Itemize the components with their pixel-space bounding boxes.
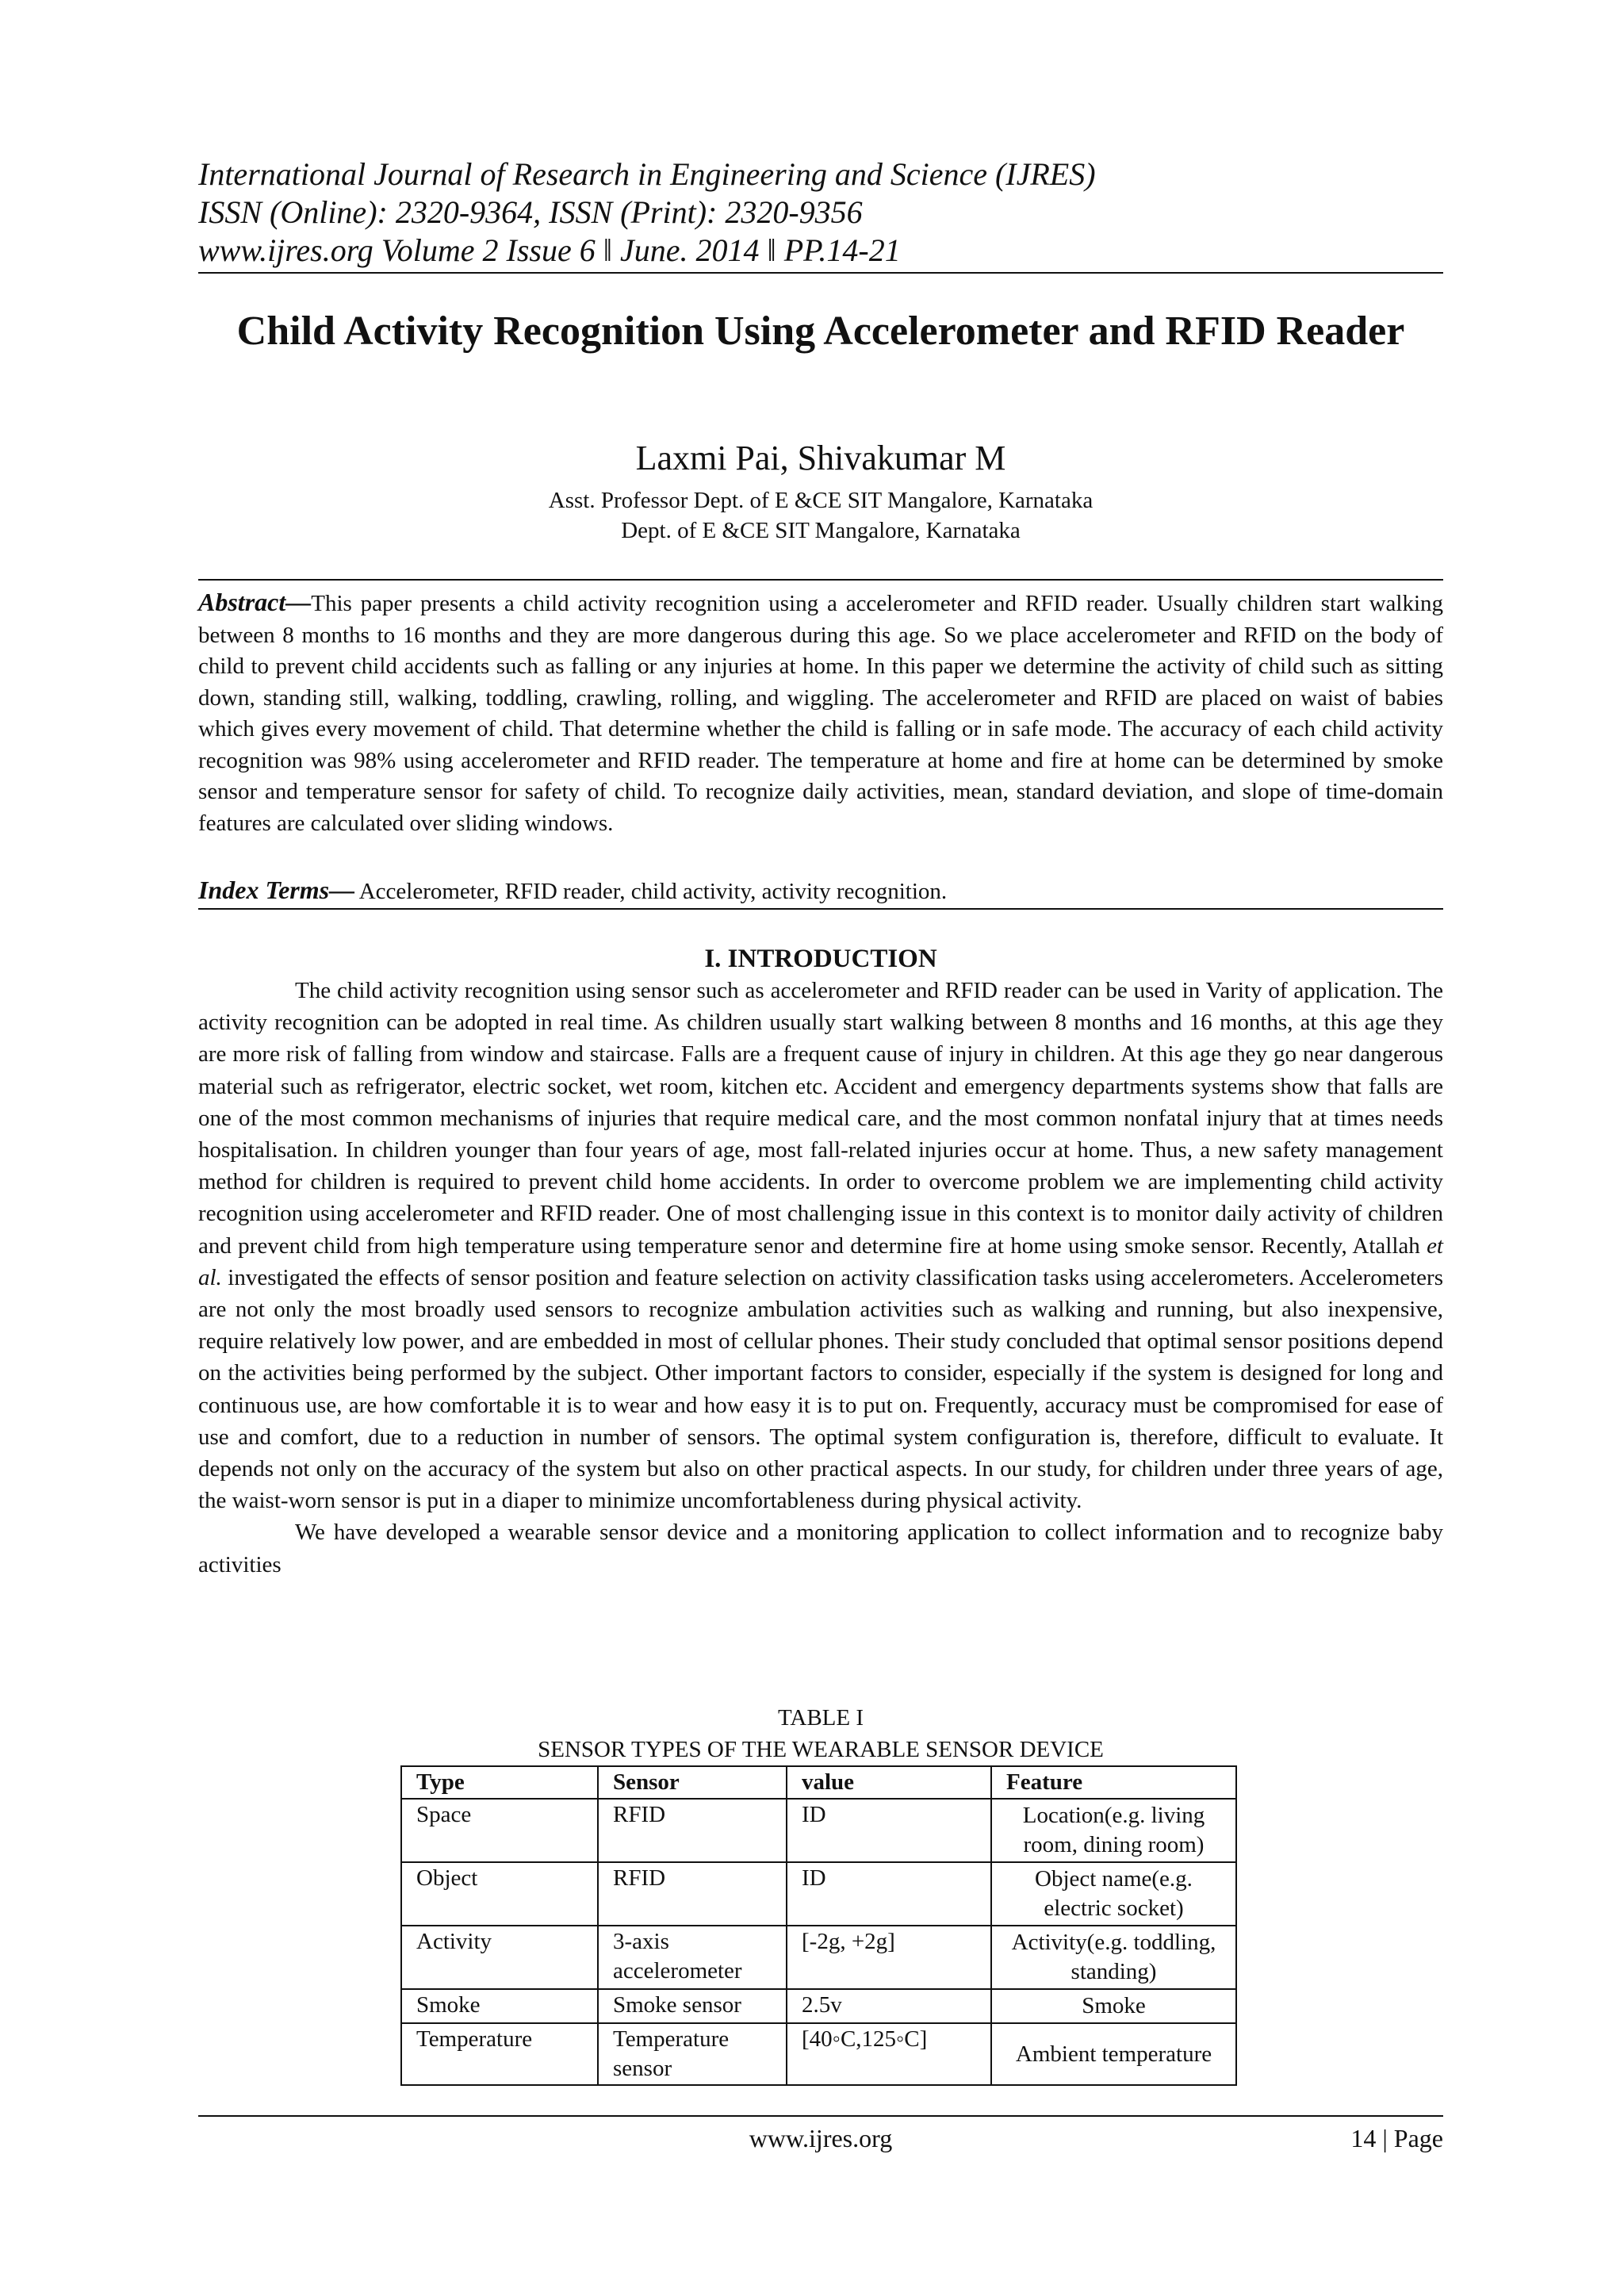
- table-cell: [-2g, +2g]: [787, 1926, 991, 1989]
- intro-paragraph-1: [198, 975, 1443, 1516]
- table-cell: ID: [787, 1799, 991, 1862]
- table-row: [401, 1799, 1236, 1862]
- table-cell: 3-axis accelerometer: [598, 1926, 787, 1989]
- journal-name: International Journal of Research in Engineering and Science (IJRES): [198, 156, 1096, 192]
- table-cell: Object: [401, 1862, 598, 1926]
- table-cell: Smoke sensor: [598, 1989, 787, 2023]
- header-rule: [198, 272, 1443, 274]
- affiliation-2: Dept. of E &CE SIT Mangalore, Karnataka: [621, 518, 1021, 543]
- table-cell: Temperature sensor: [598, 2023, 787, 2085]
- table-cell: RFID: [598, 1799, 787, 1862]
- intro-paragraph-2: We have developed a wearable sensor device and a monitoring application to collect information and to recognize baby activities: [198, 1520, 1443, 1577]
- paper-title: Child Activity Recognition Using Accelerometer and RFID Reader: [236, 309, 1405, 354]
- table-cell: Activity(e.g. toddling, standing): [991, 1926, 1236, 1989]
- table-cell: 2.5v: [787, 1989, 991, 2023]
- intro-p1-text-a: The child activity recognition using sensor such as accelerometer and RFID reader can be used in Varity of application. The activity recognition can be adopted in real time. As children usually start walking between 8 months and 16 months, at this age they are more risk of falling from window and staircase. Falls are a frequent cause of injury in children. At this age they go near dangerous material such as refrigerator, electric socket, wet room, kitchen etc. Accident and emergency departments systems show that falls are one of the most common mechanisms of injuries that require medical care, and the most common nonfatal injury that at times needs hospitalisation. In children younger than four years of age, most fall-related injuries occur at home. Thus, a new safety management method for children is required to prevent child home accidents. In order to overcome problem we are implementing child activity recognition using accelerometer and RFID reader. One of most challenging issue in this context is to monitor daily activity of children and prevent child from high temperature using temperature senor and determine fire at home using smoke sensor. Recently, Atallah: [198, 978, 1443, 1259]
- affiliation-1: Asst. Professor Dept. of E &CE SIT Mangalore, Karnataka: [548, 488, 1094, 513]
- section-heading-introduction: I. INTRODUCTION: [704, 945, 937, 973]
- paper-authors: Laxmi Pai, Shivakumar M: [635, 439, 1006, 477]
- table-cell: RFID: [598, 1862, 787, 1926]
- table-cell: Location(e.g. living room, dining room): [991, 1799, 1236, 1862]
- table-header-cell: Feature: [991, 1766, 1236, 1799]
- table-row: [401, 1989, 1236, 2023]
- journal-volume: www.ijres.org Volume 2 Issue 6 ǁ June. 2014 ǁ PP.14-21: [198, 232, 901, 268]
- table-cell: Smoke: [991, 1989, 1236, 2023]
- table-header-cell: Type: [401, 1766, 598, 1799]
- abstract-top-rule: [198, 579, 1443, 581]
- table-row: [401, 2023, 1236, 2085]
- index-terms: [198, 874, 1443, 907]
- footer-page-number: 14 | Page: [1350, 2124, 1443, 2152]
- abstract-label: Abstract—: [198, 588, 312, 616]
- abstract-bottom-rule: [198, 908, 1443, 910]
- abstract: [198, 587, 1443, 839]
- table-cell: Smoke: [401, 1989, 598, 2023]
- table-row: [401, 1926, 1236, 1989]
- sensor-table: [400, 1765, 1237, 2086]
- table-cell: Activity: [401, 1926, 598, 1989]
- table-number: TABLE I: [777, 1705, 864, 1731]
- table-cell: Object name(e.g. electric socket): [991, 1862, 1236, 1926]
- abstract-text: This paper presents a child activity recognition using a accelerometer and RFID reader. Usually children start walking between 8 months to 16 months and they are more dangerous during this age. So we place accelerometer and RFID on the body of child to prevent child accidents such as falling or any injuries at home. In this paper we determine the activity of child such as sitting down, standing still, walking, toddling, crawling, rolling, and wiggling. The accelerometer and RFID are placed on waist of babies which gives every movement of child. That determine whether the child is falling or in safe mode. The accuracy of each child activity recognition was 98% using accelerometer and RFID reader. The temperature at home and fire at home can be determined by smoke sensor and temperature sensor for safety of child. To recognize daily activities, mean, standard deviation, and slope of time-domain features are calculated over sliding windows.: [198, 591, 1443, 836]
- intro-p1-emphasis: et al.: [198, 1232, 1443, 1290]
- table-cell: [40◦C,125◦C]: [787, 2023, 991, 2085]
- table-header-row: [401, 1766, 1236, 1799]
- table-cell: Temperature: [401, 2023, 598, 2085]
- table-header-cell: Sensor: [598, 1766, 787, 1799]
- table-cell: Ambient temperature: [991, 2023, 1236, 2085]
- table-row: [401, 1862, 1236, 1926]
- introduction-body: [198, 975, 1443, 1581]
- journal-header: [198, 155, 1443, 270]
- journal-issn: ISSN (Online): 2320-9364, ISSN (Print): 2320-9356: [198, 194, 863, 230]
- footer-website: www.ijres.org: [749, 2124, 893, 2152]
- table-header-cell: value: [787, 1766, 991, 1799]
- index-terms-text: Accelerometer, RFID reader, child activity, activity recognition.: [354, 879, 948, 904]
- table-title: SENSOR TYPES OF THE WEARABLE SENSOR DEVICE: [538, 1737, 1104, 1762]
- intro-p1-text-b: investigated the effects of sensor position and feature selection on activity classification tasks using accelerometers. Accelerometers are not only the most broadly used sensors to recognize ambulation activities such as walking and running, but also inexpensive, require relatively low power, and are embedded in most of cellular phones. Their study concluded that optimal sensor positions depend on the activities being performed by the subject. Other important factors to consider, especially if the system is designed for long and continuous use, are how comfortable it is to wear and how easy it is to put on. Frequently, accuracy must be compromised for ease of use and comfort, due to a reduction in number of sensors. The optimal system configuration is, therefore, difficult to evaluate. It depends not only on the accuracy of the system but also on other practical aspects. In our study, for children under three years of age, the waist-worn sensor is put in a diaper to minimize uncomfortableness during physical activity.: [198, 1264, 1443, 1514]
- footer-rule: [198, 2115, 1443, 2117]
- index-terms-label: Index Terms—: [198, 876, 355, 904]
- table-cell: Space: [401, 1799, 598, 1862]
- table-cell: ID: [787, 1862, 991, 1926]
